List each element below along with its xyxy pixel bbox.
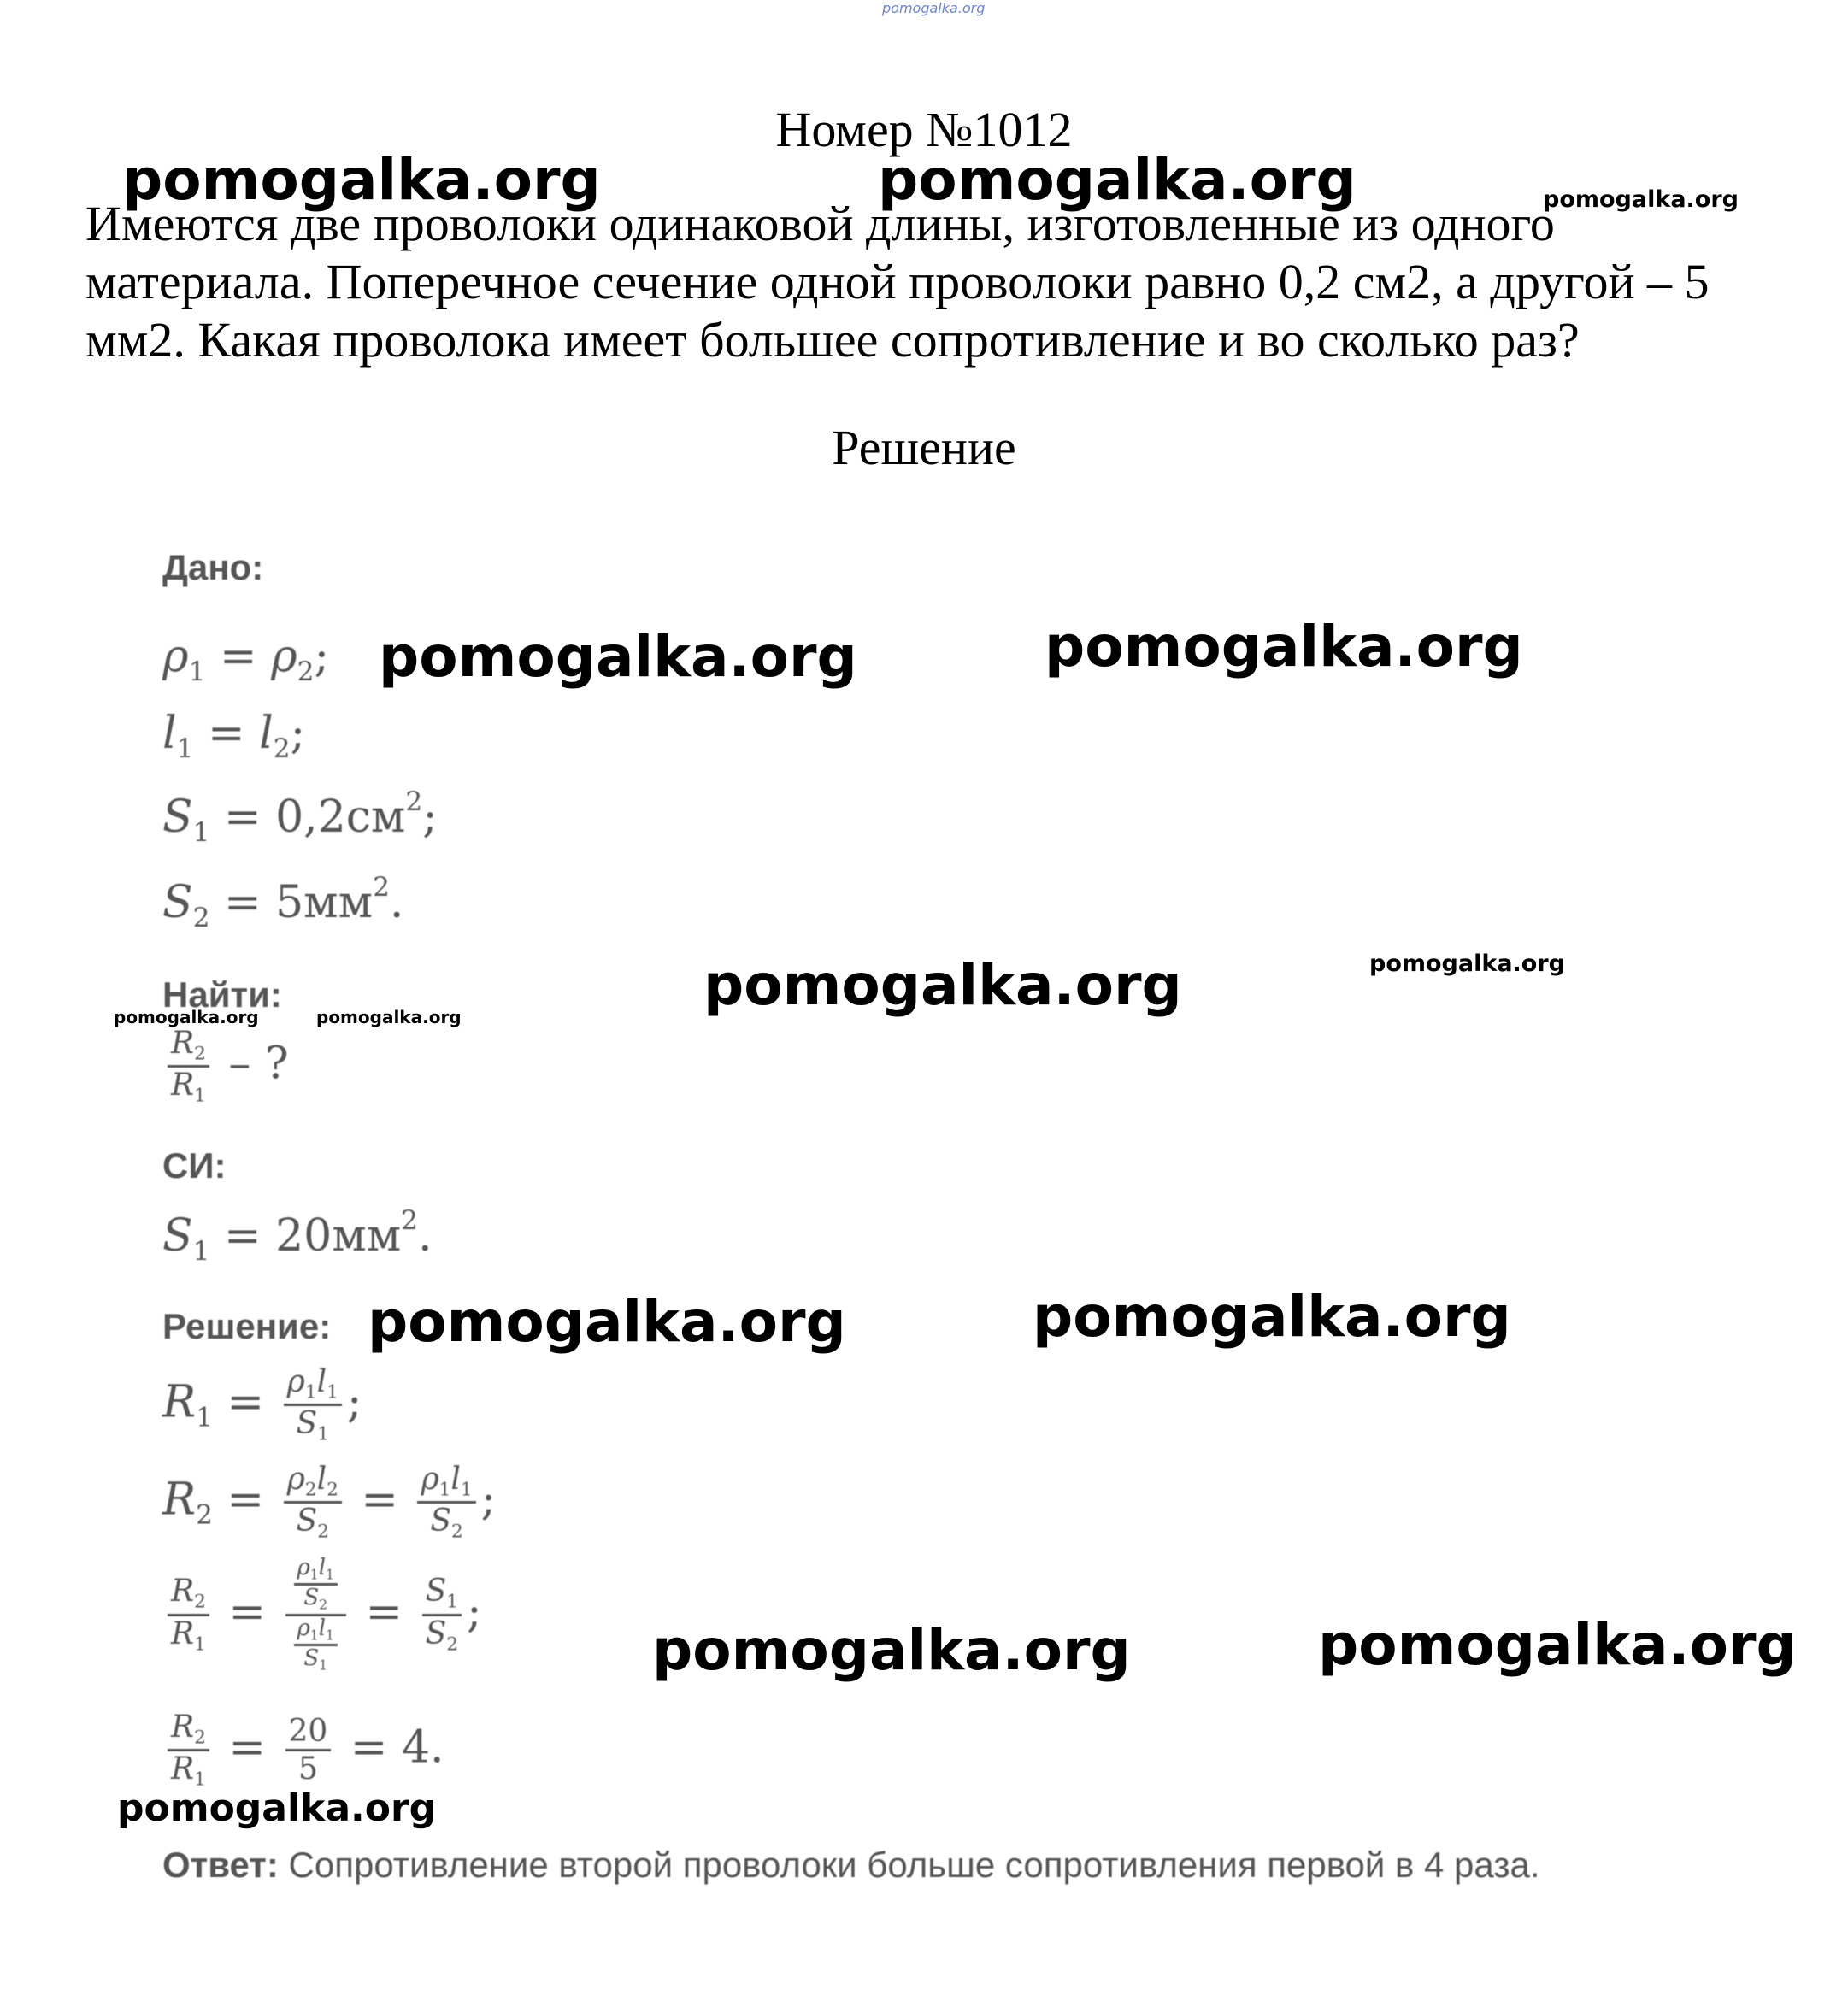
formula-s1: $S_1 = 0,2см^2$; bbox=[162, 786, 438, 848]
watermark: pomogalka.org bbox=[878, 147, 1357, 213]
formula-find: $\frac{R_2}{R_1}$ – ? bbox=[162, 1026, 289, 1108]
watermark: pomogalka.org bbox=[1369, 950, 1565, 977]
watermark: pomogalka.org bbox=[379, 624, 857, 690]
watermark-top: pomogalka.org bbox=[882, 0, 986, 16]
given-label: Дано: bbox=[162, 547, 264, 587]
formula-result: $\frac{R_2}{R_1}$ = $\frac{20}{5}$ = 4. bbox=[162, 1710, 444, 1792]
watermark: pomogalka.org bbox=[1543, 186, 1739, 213]
solve-label: Решение: bbox=[162, 1306, 332, 1346]
watermark: pomogalka.org bbox=[1045, 614, 1523, 680]
answer-line bbox=[162, 1845, 1540, 1886]
formula-si: $S_1 = 20мм^2$. bbox=[162, 1205, 433, 1267]
watermark: pomogalka.org bbox=[316, 1007, 462, 1027]
answer-text: Сопротивление второй проволоки больше сопротивления первой в 4 раза. bbox=[288, 1845, 1540, 1885]
formula-length: $l_1 = l_2$; bbox=[162, 708, 306, 764]
page-title: Номер №1012 bbox=[775, 102, 1073, 157]
answer-label: Ответ: bbox=[162, 1845, 279, 1885]
formula-r2: $R_2$ = $\frac{\rho_2l_2}{S_2}$ = $\frac{\rho_1l_1}{S_2}$ ; bbox=[162, 1462, 497, 1543]
watermark: pomogalka.org bbox=[652, 1617, 1131, 1683]
find-label: Найти: bbox=[162, 974, 282, 1015]
formula-rho: $\rho_1 = \rho_2$; bbox=[162, 631, 330, 687]
watermark: pomogalka.org bbox=[122, 147, 601, 213]
formula-r1: $R_1$ = $\frac{\rho_1l_1}{S_1}$ ; bbox=[162, 1364, 362, 1445]
formula-s2: $S_2 = 5мм^2$. bbox=[162, 872, 404, 933]
watermark: pomogalka.org bbox=[703, 952, 1182, 1018]
formula-ratio: $\frac{R_2}{R_1}$ = $\frac{\frac{\rho_1l_1}{S_2}}{\frac{\rho_1l_1}{S_1}}$ = $\frac{S_1}{S_2}$ ; bbox=[162, 1556, 482, 1674]
solution-heading: Решение bbox=[832, 420, 1016, 475]
watermark: pomogalka.org bbox=[117, 1786, 437, 1830]
watermark: pomogalka.org bbox=[1033, 1284, 1511, 1350]
watermark: pomogalka.org bbox=[1318, 1612, 1797, 1678]
watermark: pomogalka.org bbox=[114, 1007, 259, 1027]
si-label: СИ: bbox=[162, 1145, 227, 1186]
watermark: pomogalka.org bbox=[368, 1289, 846, 1355]
problem-text: Имеются две проволоки одинаковой длины, изготовленные из одного материала. Поперечное сечение одной проволоки равно 0,2 см2, а другой – 5 мм2. Какая проволока имеет большее сопротивление и во сколько раз? bbox=[85, 196, 1710, 368]
